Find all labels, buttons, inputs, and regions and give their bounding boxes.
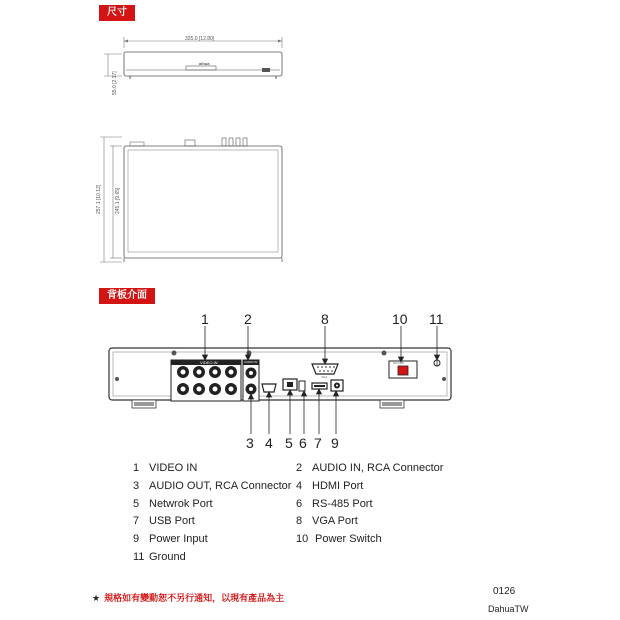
callout-7: 7	[314, 435, 322, 451]
legend-item: 1 VIDEO IN	[133, 462, 198, 474]
power-switch-panel-label: ON OFF	[393, 361, 405, 365]
video-in-panel-label: VIDEO IN	[200, 360, 218, 365]
legend-item: 4 HDMI Port	[296, 480, 364, 492]
legend-item: 2 AUDIO IN, RCA Connector	[296, 462, 444, 474]
callout-1: 1	[201, 311, 209, 327]
callout-6: 6	[299, 435, 307, 451]
legend-item: 8 VGA Port	[296, 515, 358, 527]
callout-9: 9	[331, 435, 339, 451]
legend-item: 7 USB Port	[133, 515, 195, 527]
dimension-height-label: 55.0 [2.17]	[112, 71, 118, 95]
callout-5: 5	[285, 435, 293, 451]
dimension-depth-inner-label: 245.1 [9.65]	[115, 187, 121, 214]
front-logo: alhua	[199, 61, 210, 66]
disclaimer-note: ★ 規格如有變動恕不另行通知，以現有產品為主	[92, 593, 285, 603]
callout-3: 3	[246, 435, 254, 451]
star-icon: ★	[92, 593, 101, 603]
legend-item: 11 Ground	[133, 551, 186, 563]
section-tag-dimensions: 尺寸	[99, 5, 135, 21]
callout-8: 8	[321, 311, 329, 327]
legend-item: 3 AUDIO OUT, RCA Connector	[133, 480, 292, 492]
page-number: 0126	[493, 586, 516, 597]
callout-2: 2	[244, 311, 252, 327]
dimension-depth-outer-label: 257.1 [10.12]	[96, 184, 102, 214]
callout-10: 10	[392, 311, 408, 327]
vga-panel-label: VGA	[321, 375, 328, 379]
section-tag-rear-panel: 背板介面	[99, 288, 155, 304]
top-view-drawing	[124, 138, 282, 262]
brand-label: DahuaTW	[488, 604, 529, 614]
dimension-width-label: 325.0 [12.80]	[185, 36, 215, 42]
legend-item: 9 Power Input	[133, 533, 208, 545]
audio-in-panel-label: AUDIO IN	[244, 360, 258, 364]
legend-item: 5 Netwrok Port	[133, 498, 213, 510]
callout-4: 4	[265, 435, 273, 451]
legend-item: 10 Power Switch	[296, 533, 382, 545]
callout-11: 11	[429, 311, 444, 327]
legend-item: 6 RS-485 Port	[296, 498, 373, 510]
